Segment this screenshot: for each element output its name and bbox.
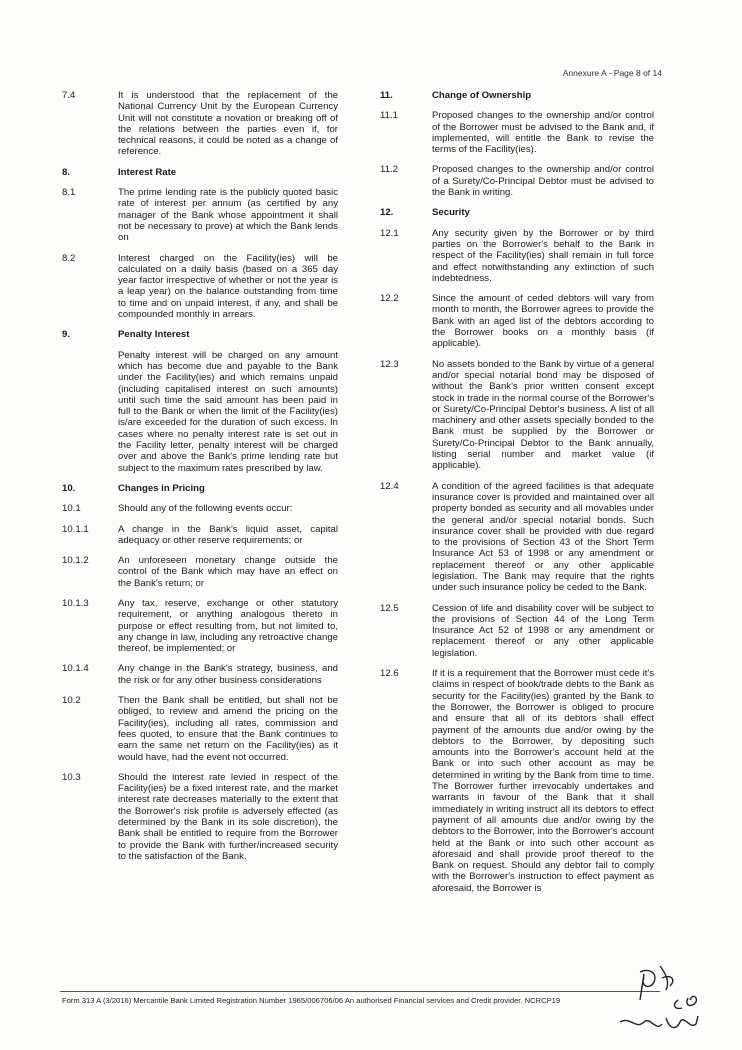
- clause-number: 10.1.4: [62, 663, 89, 675]
- clause-number: 10.: [62, 482, 76, 494]
- clause: [380, 228, 654, 284]
- section-heading: [380, 207, 654, 218]
- clause-number: 10.1: [62, 503, 81, 515]
- section-heading: [62, 483, 338, 494]
- clause-number: 8.: [62, 166, 71, 178]
- clause-text: Any security given by the Borrower or by third parties on the Borrower's behalf to the Bank in respect of the Facility(ies) shall remain in full force and effect notwithstanding any extinction of such indebtedness.: [432, 227, 654, 284]
- clause-text: It is understood that the replacement of the National Currency Unit by the European Currency Unit will not constitute a novation or breaking off of the relations between the parties even if, for technical reasons, it could be noted as a change of reference.: [118, 90, 338, 158]
- clause-number: 8.1: [62, 187, 76, 199]
- page-number-label: Annexure A - Page 8 of 14: [562, 68, 662, 78]
- clause: [62, 695, 338, 763]
- clause-text: No assets bonded to the Bank by virtue of a general and/or special notarial bond may be disposed of without the Bank's prior written consent except stock in trade in the normal course of the Borrower's or Surety/Co-Principal Debtor's business. A list of all machinery and other assets specially bonded to the Bank must be supplied by the Borrower or Surety/Co-Principal Debtor to the Bank annually, listing serial number and market value (if applicable).: [432, 358, 654, 472]
- clause-text: The prime lending rate is the publicly quoted basic rate of interest per annum (as certified by any manager of the Bank whose appointment it shall not be necessary to prove) at which the Bank lends on: [118, 187, 338, 244]
- clause-number: 10.1.1: [62, 523, 89, 535]
- clause: [62, 663, 338, 686]
- clause-text: Any tax, reserve, exchange or other statutory requirement, or anything analogous thereto in purpose or effect resulting from, but not limited to, any change in law, including any retroactive change thereof, be implemented; or: [118, 597, 338, 655]
- clause-number: 7.4: [62, 90, 76, 101]
- clause-number: 12.: [380, 207, 394, 219]
- section-heading: [62, 329, 338, 340]
- clause-text: Then the Bank shall be entitled, but shall not be obliged, to review and amend the pricing on the Facility(ies), including all rates, commission and fees quoted, to ensure that the Bank continues to earn the same net return on the Facility(ies) as it would have, had the event not occurred.: [118, 695, 338, 763]
- clause-number: 10.1.2: [62, 555, 89, 567]
- clause-text: Interest charged on the Facility(ies) will be calculated on a daily basis (based on a 365 day year factor irrespective of whether or not the year is a leap year) on the balance outstanding from time to time and on unpaid interest, if any, and shall be compounded monthly in arrears.: [118, 252, 338, 321]
- clause: [62, 350, 338, 474]
- left-column: [62, 90, 338, 871]
- clause: [62, 187, 338, 243]
- section-heading: [62, 167, 338, 178]
- clause-text: Should the interest rate levied in respect of the Facility(ies) be a fixed interest rate, and the market interest rate decreases materially to the extent that the Borrower's risk profile is adversely effected (as determined by the Bank in its sole discretion), the Bank shall be entitled to require from the Borrower to provide the Bank with further/increased security to the satisfaction of the Bank.: [118, 771, 338, 862]
- clause-text: Cession of life and disability cover will be subject to the provisions of Section 44 of the Long Term Insurance Act 52 of 1998 or any amendment or replacement thereof or any other applicable legislation.: [432, 602, 654, 659]
- footer-divider: [60, 991, 660, 992]
- clause-text: Penalty interest will be charged on any amount which has become due and payable to the Bank under the Facility(ies) and which remains unpaid (including capitalised interest on such amounts) until such time the said amount has been paid in full to the Bank or when the limit of the Facility(ies) is/are exceeded for the duration of such excess. In cases where no penalty interest rate is set out in the Facility letter, penalty interest will be charged over and above the Bank's prime lending rate but subject to the maximum rates prescribed by law.: [118, 349, 338, 474]
- clause-number: 10.3: [62, 771, 81, 783]
- clause: [62, 90, 338, 158]
- footer-text: Form 313 A (3/2016) Mercantile Bank Limited Registration Number 1965/006706/06 An authorised Financial services and Credit provider. NCRCP19: [62, 996, 561, 1005]
- right-column: [380, 90, 654, 903]
- clause-number: 12.6: [380, 668, 399, 680]
- handwritten-initials: [600, 960, 720, 1045]
- clause-text: Any change in the Bank's strategy, business, and the risk or for any other business considerations: [118, 663, 338, 686]
- clause-number: 11.1: [380, 110, 398, 122]
- clause-number: 8.2: [62, 252, 76, 264]
- clause-text: Since the amount of ceded debtors will vary from month to month, the Borrower agrees to provide the Bank with an aged list of the debtors according to the Borrower books on a monthly basis (if applicable).: [432, 293, 654, 350]
- clause: [62, 524, 338, 547]
- clause: [62, 503, 338, 514]
- clause-number: 9.: [62, 329, 71, 341]
- clause: [380, 481, 654, 594]
- clause: [380, 668, 654, 894]
- section-title: Interest Rate: [118, 166, 177, 178]
- clause-number: [62, 350, 118, 474]
- section-title: Security: [432, 207, 470, 219]
- clause: [380, 164, 654, 198]
- clause-text: Proposed changes to the ownership and/or control of a Surety/Co-Principal Debtor must be advised to the Bank in writing.: [432, 164, 654, 199]
- clause-number: 12.5: [380, 602, 399, 614]
- section-title: Change of Ownership: [432, 90, 532, 101]
- section-title: Changes in Pricing: [118, 482, 205, 494]
- clause: [380, 110, 654, 155]
- clause-number: 11.: [380, 90, 393, 101]
- clause-number: 10.1.3: [62, 597, 89, 609]
- clause-number: 12.3: [380, 358, 399, 370]
- clause-text: Proposed changes to the ownership and/or control of the Borrower must be advised to the Bank and, if implemented, will entitle the Bank to revise the terms of the Facility(ies).: [432, 110, 654, 156]
- clause-text: A change in the Bank's liquid asset, capital adequacy or other reserve requirements; or: [118, 523, 338, 546]
- clause: [380, 293, 654, 349]
- clause-text: A condition of the agreed facilities is that adequate insurance cover is provided and maintained over all property bonded as security and all movables under the general and/or special notarial bonds. Such insurance cover shall be provided with due regard to the provisions of Section 43 of the Short Term Insurance Act 53 of 1998 or any amendment or replacement thereof or any other applicable legislation. The Bank may require that the rights under such insurance policy be ceded to the Bank.: [432, 480, 654, 594]
- clause: [380, 359, 654, 472]
- section-heading: [380, 90, 654, 101]
- clause: [62, 772, 338, 862]
- clause-text: An unforeseen monetary change outside the control of the Bank which may have an effect on the Bank's return; or: [118, 555, 338, 589]
- clause-text: If it is a requirement that the Borrower must cede it's claims in respect of book/trade debts to the Bank as security for the Facility(ies) granted by the Bank to the Borrower, the Borrower is obliged to procure and ensure that all of its debtors shall effect payment of the amounts due and/or owing by the debtors to the Borrower, by depositing such amounts into the Borrower's account held at the Bank or into such other account as may be determined in writing by the Bank from time to time. The Borrower further irrevocably undertakes and warrants in favour of the Bank that it shall immediately in writing instruct all its debtors to effect payment of all amounts due and/or owing by the debtors to the Borrower, into the Borrower's account held at the Bank or into such other account as aforesaid and shall provide proof thereof to the Bank on request. Should any debtor fail to comply with the Borrower's instruction to effect payment as aforesaid, the Borrower is: [432, 668, 654, 894]
- section-title: Penalty Interest: [118, 329, 190, 341]
- clause-number: 10.2: [62, 695, 81, 707]
- clause: [62, 598, 338, 654]
- clause-number: 12.4: [380, 480, 399, 492]
- clause: [62, 555, 338, 589]
- clause-number: 11.2: [380, 164, 398, 176]
- clause-text: Should any of the following events occur:: [118, 503, 293, 515]
- clause: [62, 253, 338, 321]
- clause-number: 12.2: [380, 293, 399, 305]
- clause: [380, 603, 654, 659]
- clause-number: 12.1: [380, 227, 399, 239]
